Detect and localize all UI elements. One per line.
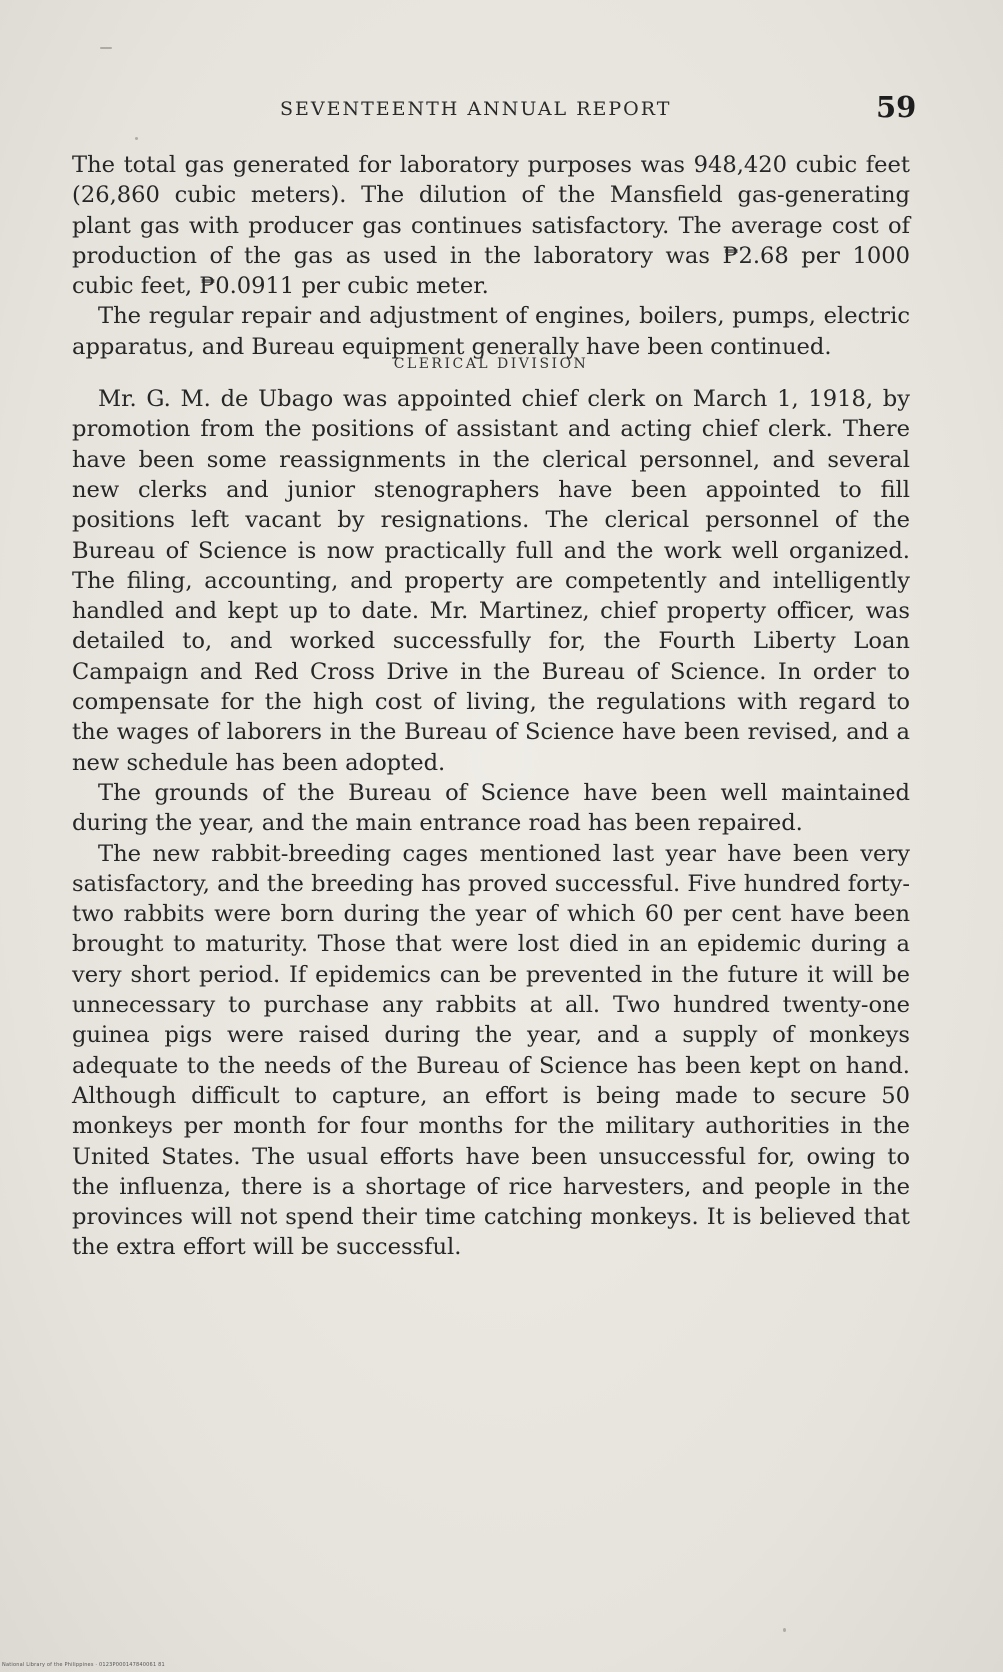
scan-imprint: National Library of the Philippines · 0123P000147840061 81: [2, 1662, 165, 1668]
scan-speck: [783, 1628, 786, 1632]
body-text: [72, 150, 910, 1263]
scan-speck: [135, 137, 138, 140]
paragraph-gas: The total gas generated for laboratory purposes was 948,420 cubic feet (26,860 cubic meters). The dilution of the Mansfield gas-generating plant gas with producer gas continues satisfactory. The average cost of production of the gas as used in the laboratory was ₱2.68 per 1000 cubic feet, ₱0.0911 per cubic meter.: [72, 152, 910, 300]
page-header: [0, 92, 1003, 132]
paragraph-repair: The regular repair and adjustment of engines, boilers, pumps, electric apparatus, and Bureau equipment generally have been continued.: [72, 303, 910, 360]
paragraph-grounds: The grounds of the Bureau of Science have been well maintained during the year, and the main entrance road has been repaired.: [72, 779, 910, 837]
section-heading-clerical: CLERICAL DIVISION: [393, 356, 589, 373]
paragraph-clerical: Mr. G. M. de Ubago was appointed chief clerk on March 1, 1918, by promotion from the positions of assistant and acting chief clerk. There have been some reassignments in the clerical personnel, and several new clerks and junior stenographers have been appointed to fill positions left vacant by resignations. The clerical personnel of the Bureau of Science is now practically full and the work well organized. The filing, accounting, and property are competently and intelligently handled and kept up to date. Mr. Martinez, chief property officer, was detailed to, and worked successfully for, the Fourth Liberty Loan Campaign and Red Cross Drive in the Bureau of Science. In order to compensate for the high cost of living, the regulations with regard to the wages of laborers in the Bureau of Science have been revised, and a new schedule has been adopted.: [72, 386, 910, 776]
running-title: SEVENTEENTH ANNUAL REPORT: [280, 98, 672, 120]
scan-speck: [100, 47, 112, 49]
page-number: 59: [876, 90, 917, 124]
paragraph-animals: The new rabbit-breeding cages mentioned last year have been very satisfactory, and the breeding has proved successful. Five hundred forty-two rabbits were born during the year of which 60 per cent have been brought to maturity. Those that were lost died in an epidemic during a very short period. If epidemics can be prevented in the future it will be unnecessary to purchase any rabbits at all. Two hundred twenty-one guinea pigs were raised during the year, and a supply of monkeys adequate to the needs of the Bureau of Science has been kept on hand. Although difficult to capture, an effort is being made to secure 50 monkeys per month for four months for the military authorities in the United States. The usual efforts have been unsuccessful for, owing to the influenza, there is a shortage of rice harvesters, and people in the provinces will not spend their time catching monkeys. It is believed that the extra effort will be successful.: [72, 840, 910, 1261]
